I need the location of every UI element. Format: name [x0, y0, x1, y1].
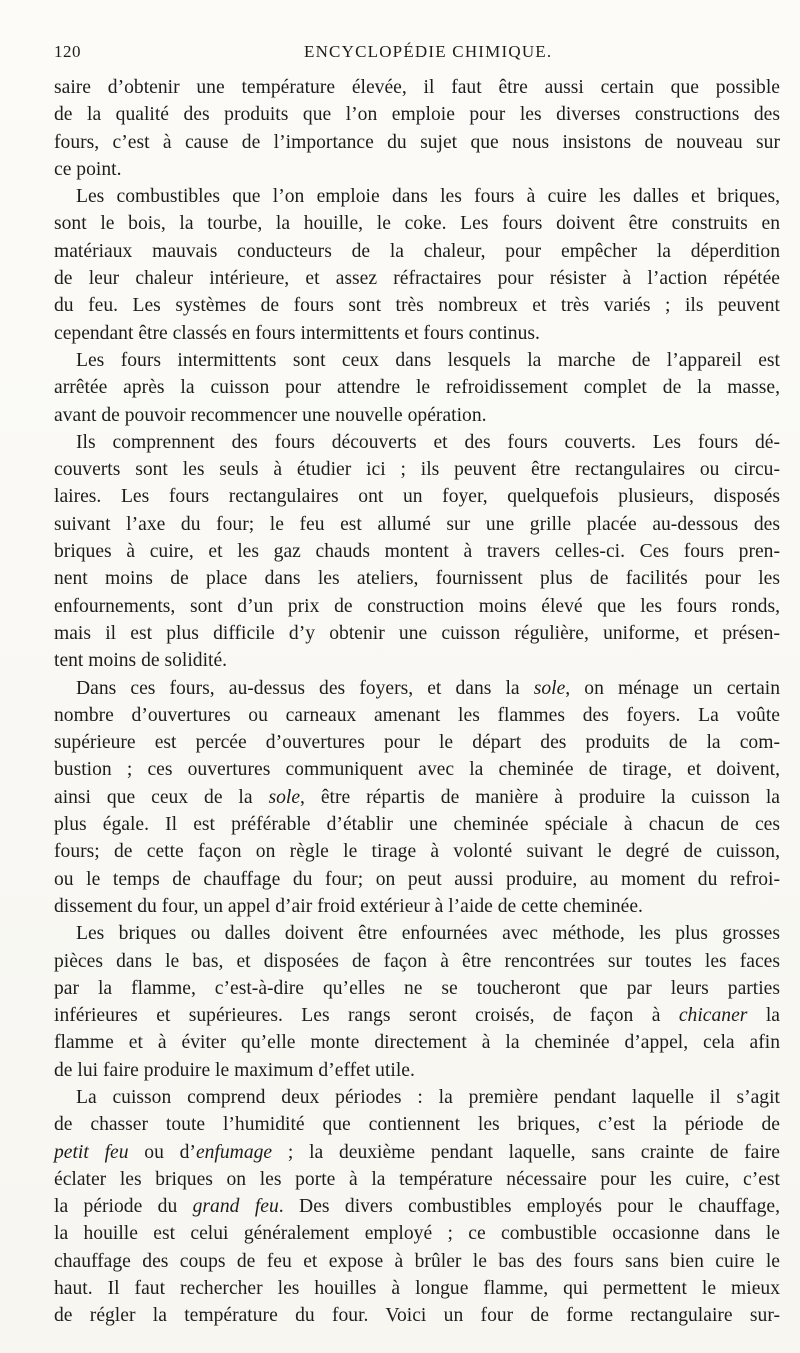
text-line: ainsi que ceux de la sole, être répartis de manière à produire la cuisson la	[54, 786, 780, 808]
text-line: Les briques ou dalles doivent être enfournées avec méthode, les plus grosses	[76, 923, 780, 945]
text-line: éclater les briques on les porte à la température nécessaire pour les cuire, c’est	[54, 1168, 780, 1190]
text-line: de régler la température du four. Voici un four de forme rectangulaire sur-	[54, 1305, 780, 1327]
text-line: de chasser toute l’humidité que contiennent les briques, c’est la période de	[54, 1114, 780, 1136]
text-line: briques à cuire, et les gaz chauds montent à travers celles-ci. Ces fours pren-	[54, 541, 780, 563]
text-line: Ils comprennent des fours découverts et des fours couverts. Les fours dé-	[76, 431, 780, 453]
text-line: plus égale. Il est préférable d’établir une cheminée spéciale à chacun de ces	[54, 814, 780, 836]
text-line: nombre d’ouvertures ou carneaux amenant les flammes des foyers. La voûte	[54, 704, 780, 726]
text-line: Les fours intermittents sont ceux dans lesquels la marche de l’appareil est	[76, 349, 780, 371]
text-line: bustion ; ces ouvertures communiquent avec la cheminée de tirage, et doivent,	[54, 759, 780, 781]
text-line: arrêtée après la cuisson pour attendre le refroidissement complet de la masse,	[54, 377, 780, 399]
text-line: matériaux mauvais conducteurs de la chaleur, pour empêcher la déperdition	[54, 240, 780, 262]
text-line: saire d’obtenir une température élevée, il faut être aussi certain que possible	[54, 77, 780, 98]
paragraph	[54, 920, 780, 1084]
text-line: par la flamme, c’est-à-dire qu’elles ne se toucheront que par leurs parties	[54, 977, 780, 999]
paragraph	[54, 183, 780, 347]
paragraph	[54, 675, 780, 921]
text-line: haut. Il faut rechercher les houilles à longue flamme, qui permettent le mieux	[54, 1278, 780, 1300]
text-line: supérieure est percée d’ouvertures pour le départ des produits de la com-	[54, 732, 780, 754]
text-line: dissement du four, un appel d’air froid extérieur à l’aide de cette cheminée.	[54, 895, 643, 917]
text-line: fours; de cette façon on règle le tirage à volonté suivant le degré de cuisson,	[54, 841, 780, 863]
text-line: laires. Les fours rectangulaires ont un foyer, quelquefois plusieurs, disposés	[54, 486, 780, 508]
text-line: ou le temps de chauffage du four; on peut aussi produire, au moment du refroi-	[54, 868, 780, 890]
text-line: ce point.	[54, 158, 122, 180]
paragraph	[54, 429, 780, 675]
text-line: inférieures et supérieures. Les rangs seront croisés, de façon à chicaner la	[54, 1005, 780, 1027]
text-line: avant de pouvoir recommencer une nouvelle opération.	[54, 404, 487, 426]
text-line: suivant l’axe du four; le feu est allumé sur une grille placée au-dessous des	[54, 513, 780, 535]
paragraph	[54, 1084, 780, 1330]
text-line: enfournements, sont d’un prix de construction moins élevé que les fours ronds,	[54, 595, 780, 617]
text-line: du feu. Les systèmes de fours sont très nombreux et très variés ; ils peuvent	[54, 295, 780, 317]
page-number: 120	[54, 42, 81, 61]
text-line: la houille est celui généralement employé ; ce combustible occasionne dans le	[54, 1223, 780, 1245]
text-line: couverts sont les seuls à étudier ici ; ils peuvent être rectangulaires ou circu-	[54, 459, 780, 481]
text-line: de lui faire produire le maximum d’effet utile.	[54, 1059, 415, 1081]
page-header	[54, 42, 774, 68]
text-line: Dans ces fours, au-dessus des foyers, et dans la sole, on ménage un certain	[76, 677, 781, 699]
text-line: tent moins de solidité.	[54, 650, 228, 672]
text-line: la période du grand feu. Des divers combustibles employés pour le chauffage,	[54, 1196, 780, 1218]
text-line: La cuisson comprend deux périodes : la première pendant laquelle il s’agit	[76, 1086, 780, 1108]
text-line: sont le bois, la tourbe, la houille, le coke. Les fours doivent être construits en	[54, 213, 780, 235]
paragraph	[54, 347, 780, 429]
text-line: mais il est plus difficile d’y obtenir une cuisson régulière, uniforme, et présen-	[54, 622, 780, 644]
text-line: de la qualité des produits que l’on emploie pour les diverses constructions des	[54, 104, 780, 126]
text-line: flamme et à éviter qu’elle monte directement à la cheminée d’appel, cela afin	[54, 1032, 780, 1054]
text-line: petit feu ou d’enfumage ; la deuxième pendant laquelle, sans crainte de faire	[54, 1141, 780, 1163]
paragraph	[54, 74, 780, 183]
running-title: ENCYCLOPÉDIE CHIMIQUE.	[304, 42, 553, 61]
text-line: cependant être classés en fours intermittents et fours continus.	[54, 322, 540, 344]
text-line: nent moins de place dans les ateliers, fournissent plus de facilités pour les	[54, 568, 780, 590]
text-line: chauffage des coups de feu et expose à brûler le bas des fours sans bien cuire le	[54, 1250, 780, 1272]
body-text	[54, 74, 780, 1330]
text-line: de leur chaleur intérieure, et assez réfractaires pour résister à l’action répétée	[54, 268, 780, 290]
text-line: Les combustibles que l’on emploie dans les fours à cuire les dalles et briques,	[76, 186, 780, 208]
text-line: pièces dans le bas, et disposées de façon à être rencontrées sur toutes les faces	[54, 950, 780, 972]
text-line: fours, c’est à cause de l’importance du sujet que nous insistons de nouveau sur	[54, 131, 780, 153]
